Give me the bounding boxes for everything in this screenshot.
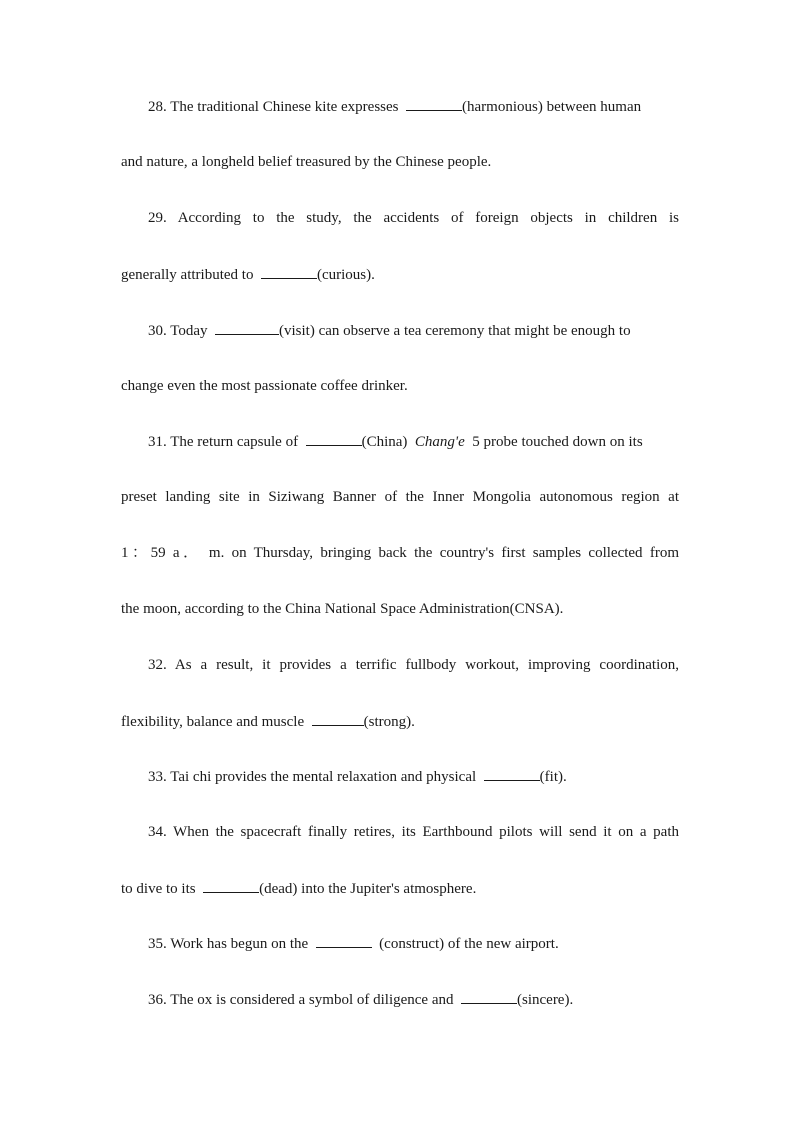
question-31-text: 31. The return capsule of [148, 434, 299, 450]
question-30-text: 30. Today [148, 323, 208, 339]
question-34-blank[interactable] [203, 878, 259, 893]
question-31-line-4: the moon, according to the China National Space Administration(CNSA). [121, 601, 564, 617]
question-32-blank[interactable] [312, 711, 364, 726]
question-31-hint: (China) [361, 434, 408, 450]
question-29-line-1: 29. According to the study, the accidents of foreign objects in children is [148, 210, 679, 226]
question-34-line-2 [121, 878, 679, 899]
question-29-hint: (curious). [316, 267, 375, 283]
question-29-text: generally attributed to [121, 267, 254, 283]
question-34-hint: (dead) into the Jupiter's atmosphere. [259, 881, 477, 897]
question-32-line-2 [121, 711, 679, 732]
question-33-hint: (fit). [539, 769, 567, 785]
question-28-line-2: and nature, a longheld belief treasured by the Chinese people. [121, 154, 492, 170]
question-36-blank[interactable] [461, 989, 517, 1004]
question-28-blank[interactable] [406, 96, 462, 111]
question-31-line-1 [148, 431, 679, 452]
question-28-text: The traditional Chinese kite expresses [170, 99, 399, 115]
question-31-line-3: 1：59 a． m. on Thursday, bringing back the country's first samples collected from [121, 545, 679, 561]
question-33-blank[interactable] [484, 766, 540, 781]
question-33-text: 33. Tai chi provides the mental relaxation and physical [148, 769, 477, 785]
question-29-blank[interactable] [261, 264, 317, 279]
question-32-text: flexibility, balance and muscle [121, 714, 305, 730]
question-30-line-1 [148, 320, 679, 341]
question-32-hint: (strong). [363, 714, 415, 730]
question-34-text: to dive to its [121, 881, 196, 897]
question-33-line-1 [148, 766, 679, 787]
question-28-number: 28. [148, 99, 167, 115]
question-35-text: 35. Work has begun on the [148, 936, 309, 952]
question-34-line-1: 34. When the spacecraft finally retires, its Earthbound pilots will send it on a path [148, 824, 679, 840]
question-32-line-1: 32. As a result, it provides a terrific fullbody workout, improving coordination, [148, 657, 679, 673]
question-31-text-rest: 5 probe touched down on its [472, 434, 643, 450]
question-35-blank[interactable] [316, 933, 372, 948]
question-28-hint: (harmonious) between human [462, 99, 642, 115]
question-31-probe-name: Chang'e [414, 434, 465, 450]
question-30-hint: (visit) can observe a tea ceremony that might be enough to [279, 323, 631, 339]
question-35-hint: (construct) of the new airport. [379, 936, 559, 952]
question-28-line-1 [148, 96, 679, 117]
question-36-line-1 [148, 989, 679, 1010]
question-31-line-2: preset landing site in Siziwang Banner of the Inner Mongolia autonomous region at [121, 489, 679, 505]
question-31-blank[interactable] [306, 431, 362, 446]
question-36-hint: (sincere). [517, 992, 574, 1008]
question-30-blank[interactable] [215, 320, 279, 335]
question-30-line-2: change even the most passionate coffee drinker. [121, 378, 408, 394]
question-36-text: 36. The ox is considered a symbol of diligence and [148, 992, 454, 1008]
question-29-line-2 [121, 264, 679, 285]
question-35-line-1 [148, 933, 679, 954]
